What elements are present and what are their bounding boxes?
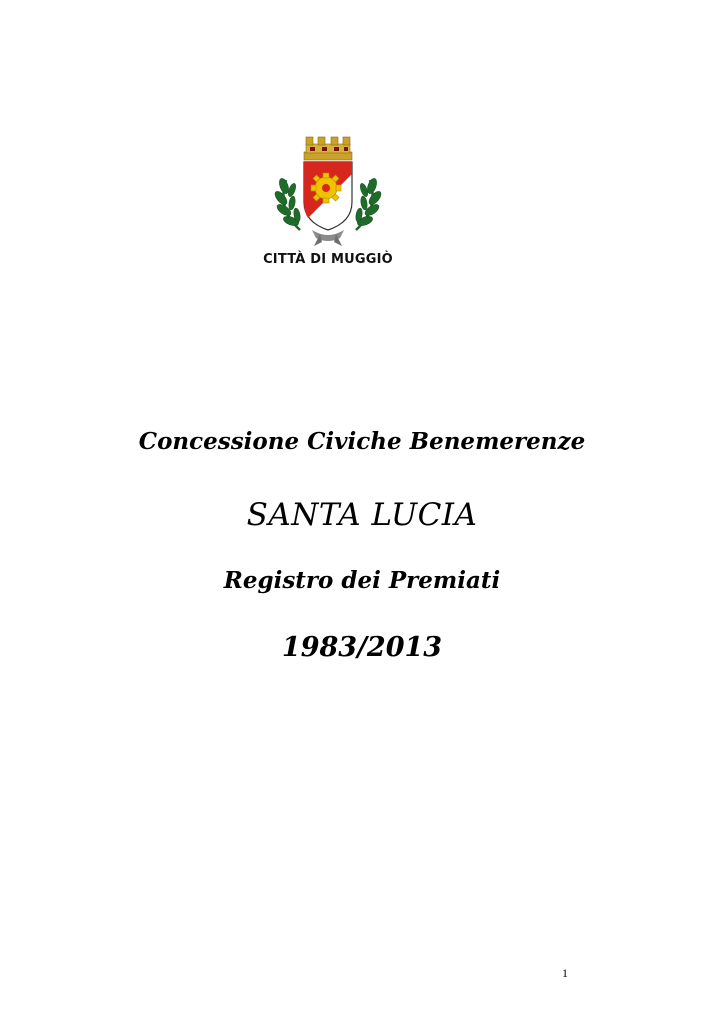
page-number: 1 (562, 966, 568, 980)
logo-caption: CITTÀ DI MUGGIÒ (263, 252, 393, 267)
document-subtitle: Registro dei Premiati (223, 567, 501, 594)
document-title: SANTA LUCIA (246, 497, 478, 533)
document-heading: Concessione Civiche Benemerenze (138, 428, 586, 455)
city-logo (248, 130, 408, 276)
document-years: 1983/2013 (281, 632, 443, 663)
coat-of-arms-icon (268, 130, 388, 248)
